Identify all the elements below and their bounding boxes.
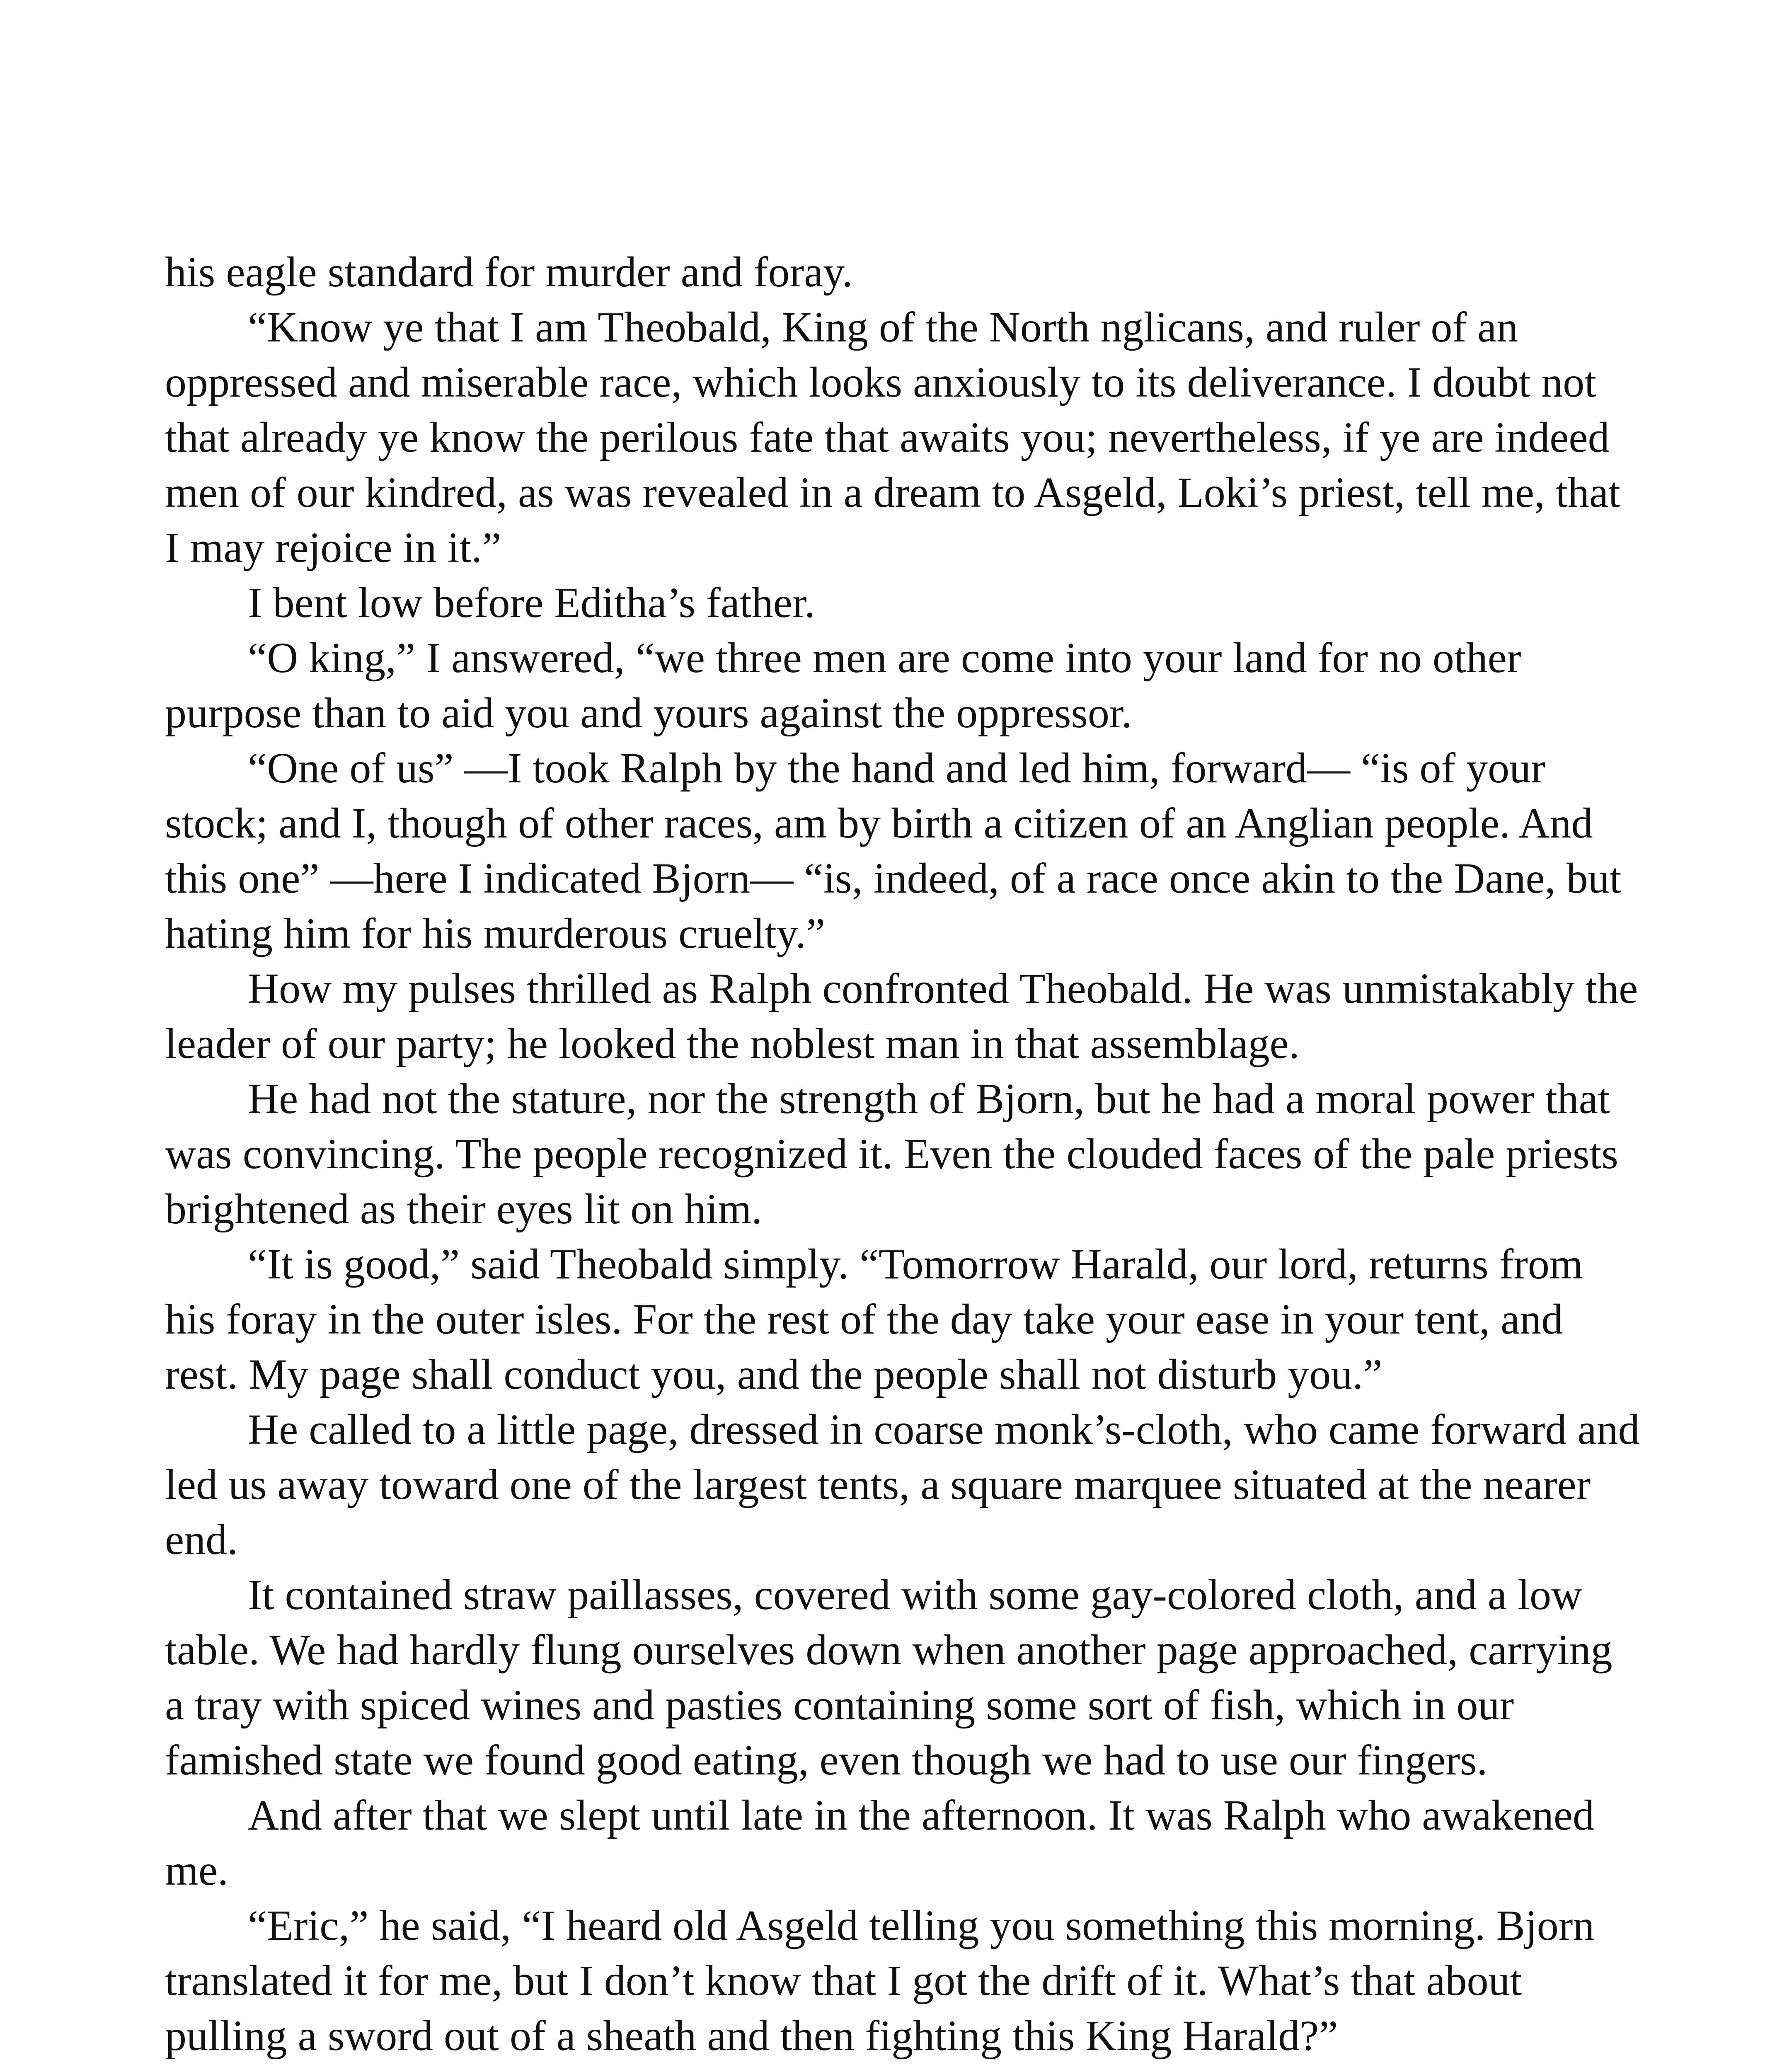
paragraph-11: And after that we slept until late in the afternoon. It was Ralph who awakened me. (165, 1791, 1594, 1894)
paragraph-9: He called to a little page, dressed in coarse monk’s-cloth, who came forward and led us away toward one of the largest tents, a square marquee situated at the nearer end. (165, 1406, 1640, 1564)
paragraph-5: “One of us” —I took Ralph by the hand and led him, forward— “is of your stock; and I, though of other races, am by birth a citizen of an Anglian people. And this one” —here I indicated Bjorn— “is, indeed, of a race once akin to the Dane, but hating him for his murderous cruelty.” (165, 744, 1622, 957)
body-text (165, 244, 1640, 2063)
paragraph-2: “Know ye that I am Theobald, King of the North nglicans, and ruler of an oppressed and miserable race, which looks anxiously to its deliverance. I doubt not that already ye know the perilous fate that awaits you; nevertheless, if ye are indeed men of our kindred, as was revealed in a dream to Asgeld, Loki’s priest, tell me, that I may rejoice in it.” (165, 303, 1620, 571)
paragraph-10: It contained straw paillasses, covered with some gay-colored cloth, and a low table. We had hardly flung ourselves down when another page approached, carrying a tray with spiced wines and pasties containing some sort of fish, which in our famished state we found good eating, even though we had to use our fingers. (165, 1571, 1613, 1784)
paragraph-6: How my pulses thrilled as Ralph confronted Theobald. He was unmistakably the leader of our party; he looked the noblest man in that assemblage. (165, 965, 1638, 1067)
paragraph-8: “It is good,” said Theobald simply. “Tomorrow Harald, our lord, returns from his foray in the outer isles. For the rest of the day take your ease in your tent, and rest. My page shall conduct you, and the people shall not disturb you.” (165, 1240, 1583, 1398)
paragraph-12: “Eric,” he said, “I heard old Asgeld telling you something this morning. Bjorn translated it for me, but I don’t know that I got the drift of it. What’s that about pulling a sword out of a sheath and then fighting this King Harald?” (165, 1902, 1595, 2060)
paragraph-7: He had not the stature, nor the strength of Bjorn, but he had a moral power that was convincing. The people recognized it. Even the clouded faces of the pale priests brightened as their eyes lit on him. (165, 1075, 1618, 1233)
paragraph-3: I bent low before Editha’s father. (248, 579, 815, 627)
paragraph-4: “O king,” I answered, “we three men are come into your land for no other purpose than to aid you and yours against the oppressor. (165, 634, 1521, 737)
paragraph-1: his eagle standard for murder and foray. (165, 248, 853, 296)
